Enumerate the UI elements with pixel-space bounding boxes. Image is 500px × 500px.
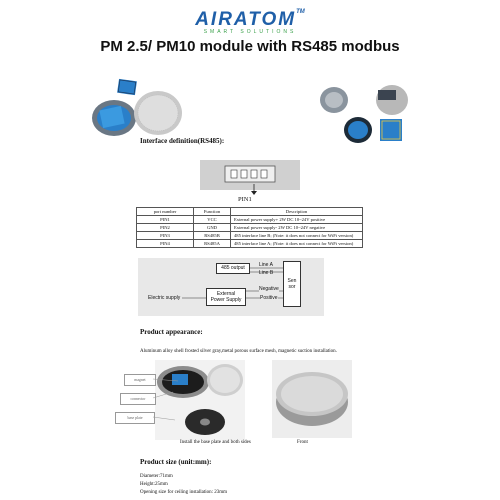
- connector-image: [200, 160, 300, 196]
- table-cell: External power supply+ 2W DC 10~24V positive: [231, 216, 363, 224]
- appearance-heading: Product appearance:: [140, 328, 203, 336]
- table-row: [137, 232, 363, 240]
- table-cell: RS485A: [194, 240, 231, 248]
- pin1-label: PIN1: [238, 196, 252, 203]
- pin-table: [136, 207, 363, 248]
- callout-magnet: magnet: [124, 374, 156, 386]
- rs485-output-box: 485 output: [216, 263, 250, 274]
- table-cell: RS485B: [194, 232, 231, 240]
- sensor-label-1: Sen: [287, 278, 297, 284]
- caption-install: Install the base plate and both sides: [180, 440, 251, 445]
- table-header-row: [137, 208, 363, 216]
- table-row: [137, 240, 363, 248]
- callout-base-plate: base plate: [115, 412, 155, 424]
- table-row: [137, 224, 363, 232]
- power-supply-label-1: External: [216, 291, 236, 297]
- positive-label: Positive: [260, 295, 278, 301]
- column-header: port number: [137, 208, 194, 216]
- module-photo-right: [312, 82, 412, 152]
- callout-leaders: [153, 376, 183, 422]
- module-photo-left: [88, 68, 188, 148]
- column-header: Function: [194, 208, 231, 216]
- appearance-description: Aluminum alloy shell frosted silver gray,metal porous surface mesh, magnetic suction installation.: [140, 349, 337, 354]
- sensor-label-2: sor: [288, 284, 296, 290]
- power-supply-label-2: Power Supply: [210, 297, 242, 303]
- spec-diameter: Diameter:71mm: [140, 474, 173, 479]
- table-cell: PIN4: [137, 240, 194, 248]
- spec-height: Height:25mm: [140, 482, 168, 487]
- table-cell: PIN3: [137, 232, 194, 240]
- table-cell: PIN1: [137, 216, 194, 224]
- table-cell: 485 interface line B; (Note: it does not connect for WiFi version): [231, 232, 363, 240]
- line-a-label: Line A: [259, 262, 273, 268]
- table-row: [137, 216, 363, 224]
- callout-connector: connector: [120, 393, 156, 405]
- table-cell: 485 interface line A; (Note: it does not connect for WiFi version): [231, 240, 363, 248]
- caption-front: Front: [297, 440, 308, 445]
- table-cell: PIN2: [137, 224, 194, 232]
- sensor-box: [283, 261, 301, 307]
- table-cell: VCC: [194, 216, 231, 224]
- wiring-diagram: [138, 258, 324, 316]
- negative-label: Negative: [259, 286, 279, 292]
- spec-opening: Opening size for ceiling installation: 23mm: [140, 490, 228, 495]
- power-supply-box: [206, 288, 246, 306]
- table-cell: GND: [194, 224, 231, 232]
- line-b-label: Line B: [259, 270, 274, 276]
- brand-tagline: SMART SOLUTIONS: [203, 29, 297, 35]
- size-heading: Product size (unit:mm):: [140, 458, 212, 466]
- electric-supply-label: Electric supply: [148, 295, 181, 301]
- interface-heading: Interface definition(RS485):: [140, 137, 225, 145]
- page-title: PM 2.5/ PM10 module with RS485 modbus: [100, 38, 400, 55]
- brand-logo: AIRATOM™: [195, 9, 305, 30]
- column-header: Description: [231, 208, 363, 216]
- front-photo: [272, 360, 352, 438]
- table-cell: External power supply- 2W DC 10~24V negative: [231, 224, 363, 232]
